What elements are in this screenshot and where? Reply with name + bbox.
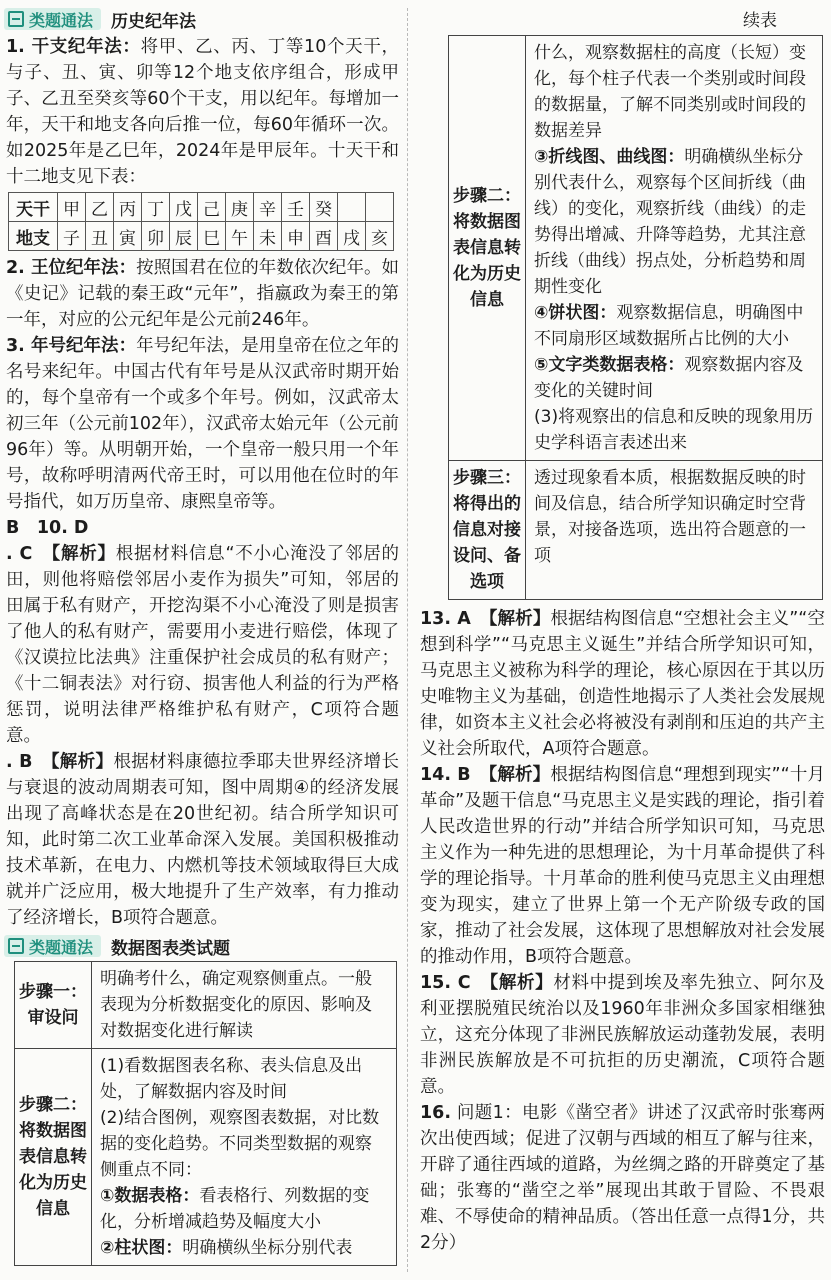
table-cell: 地支 [9, 222, 58, 251]
step-content [526, 36, 823, 461]
steps-table-continued [448, 35, 823, 600]
table-cell: 庚 [226, 193, 254, 222]
table-cell: 申 [282, 222, 310, 251]
table-cell: 天干 [9, 193, 58, 222]
answer-16: 16. 问题1：电影《凿空者》讲述了汉武帝时张骞两次出使西域；促进了汉朝与西域的相互了解与往来，开辟了通往西域的道路，为丝绸之路的开辟奠定了基础；张骞的“凿空之举”展现出其敢于冒险、不畏艰难、不辱使命的精神品质。（答出任意一点得1分，共2分） [420, 1103, 825, 1253]
table-cell: 亥 [366, 222, 394, 251]
table-row [15, 1049, 397, 1266]
notebook-icon [8, 938, 24, 954]
table-cell: 未 [254, 222, 282, 251]
step-name: 步骤二：将数据图表信息转化为历史信息 [449, 36, 526, 461]
step-name: 步骤一：审设问 [15, 962, 92, 1049]
table-cell: 癸 [310, 193, 338, 222]
step-name: 步骤三：将得出的信息对接设问、备选项 [449, 461, 526, 600]
table-cell: 己 [198, 193, 226, 222]
section-tag: 类题通法 [4, 8, 101, 30]
step-line: ④饼状图：观察数据信息，明确图中不同扇形区域数据所占比例的大小 [534, 303, 804, 349]
column-divider [407, 8, 408, 1272]
table-row [9, 193, 394, 222]
step-line: 什么，观察数据柱的高度（长短）变化，每个柱子代表一个类别或时间段的数据量，了解不同类别或时间段的数据差异 [534, 43, 806, 141]
step-content [92, 1049, 397, 1266]
step-line: ②柱状图：明确横纵坐标分别代表 [100, 1238, 353, 1258]
table-cell: 寅 [114, 222, 142, 251]
table-cell: 丑 [86, 222, 114, 251]
paragraph-regnal: 2. 王位纪年法：按照国君在位的年数依次纪年。如《史记》记载的秦王政“元年”，指嬴政为秦王的第一年，对应的公元纪年是公元前246年。 [6, 258, 399, 330]
step-name: 步骤二：将数据图表信息转化为历史信息 [15, 1049, 92, 1266]
stems-branches-table [8, 192, 394, 251]
answer-11: . C 【解析】根据材料信息“不小心淹没了邻居的田，则他将赔偿邻居小麦作为损失”可知，邻居的田属于私有财产，开挖沟渠不小心淹没了则是损害了他人的私有财产，需要用小麦进行赔偿，体现了《汉谟拉比法典》注重保护社会成员的私有财产；《十二铜表法》对行窃、损害他人利益的行为严格惩罚，说明法律严格维护私有财产，C项符合题意。 [6, 544, 399, 746]
steps-table-wrap [0, 961, 405, 1266]
paragraph-era-name: 3. 年号纪年法：年号纪年法，是用皇帝在位之年的名号来纪年。中国古代有年号是从汉武帝时期开始的，每个皇帝有一个或多个年号。例如，汉武帝太初三年（公元前102年），汉武帝太始元年（公元前96年）等。从明朝开始，一个皇帝一般只用一个年号，故称呼明清两代帝王时，可以用他在位时的年号指代，如万历皇帝、康熙皇帝等。 [6, 336, 399, 512]
table-cell: 甲 [58, 193, 86, 222]
step-line: ③折线图、曲线图：明确横纵坐标分别代表什么，观察每个区间折线（曲线）的变化，观察折线（曲线）的走势得出增减、升降等趋势，尤其注意折线（曲线）拐点处，分析趋势和周期性变化 [534, 147, 806, 297]
section-header-data-charts [0, 931, 405, 961]
step-line: (3)将观察出的信息和反映的现象用历史学科语言表述出来 [534, 407, 814, 453]
table-cell: 巳 [198, 222, 226, 251]
step-content: 明确考什么，确定观察侧重点。一般表现为分析数据变化的原因、影响及对数据变化进行解读 [92, 962, 397, 1049]
table-cell: 辰 [170, 222, 198, 251]
table-cell: 丙 [114, 193, 142, 222]
answer-15: 15. C 【解析】材料中提到埃及率先独立、阿尔及利亚摆脱殖民统治以及1960年非洲众多国家相继独立，这充分体现了非洲民族解放运动蓬勃发展，表明非洲民族解放是不可抗拒的历史潮流，C项符合题意。 [420, 973, 826, 1097]
section-header-chronology [0, 4, 405, 34]
table-cell: 丁 [142, 193, 170, 222]
table-cell: 壬 [282, 193, 310, 222]
table-row [449, 461, 823, 600]
table-cell: 辛 [254, 193, 282, 222]
notebook-icon [8, 11, 24, 27]
continued-label: 续表 [743, 11, 777, 31]
table-cell: 戊 [170, 193, 198, 222]
table-cell: 酉 [310, 222, 338, 251]
answer-12: . B 【解析】根据材料康德拉季耶夫世界经济增长与衰退的波动周期表可知，图中周期④的经济发展出现了高峰状态是在20世纪初。结合所学知识可知，此时第二次工业革命深入发展。美国积极推动技术革新，在电力、内燃机等技术领域取得巨大成就并广泛应用，极大地提升了生产效率，有力推动了经济增长，B项符合题意。 [6, 752, 399, 928]
table-cell: 午 [226, 222, 254, 251]
table-row [9, 222, 394, 251]
table-cell: 卯 [142, 222, 170, 251]
step-line: (1)看数据图表名称、表头信息及出处，了解数据内容及时间 [100, 1056, 363, 1102]
table-cell: 子 [58, 222, 86, 251]
table-cell: 乙 [86, 193, 114, 222]
section-title: 数据图表类试题 [111, 938, 231, 959]
section-tag: 类题通法 [4, 935, 101, 957]
paragraph-ganzhi: 1. 干支纪年法：将甲、乙、丙、丁等10个天干，与子、丑、寅、卯等12个地支依序组合，形成甲子、乙丑至癸亥等60个干支，用以纪年。每增加一年，天干和地支各向后推一位，每60年循环一次。如2025年是乙巳年，2024年是甲辰年。十天干和十二地支见下表： [6, 37, 399, 187]
steps-table [14, 961, 397, 1266]
answer-13: 13. A 【解析】根据结构图信息“空想社会主义”“空想到科学”“马克思主义诞生”并结合所学知识可知，马克思主义被称为科学的理论，核心原因在于其以历史唯物主义为基础，创造性地揭示了人类社会发展规律，如资本主义社会必将被没有剥削和压迫的共产主义社会所取代，A项符合题意。 [420, 609, 825, 759]
steps-table-continued-wrap [414, 35, 831, 606]
step-line: ⑤文字类数据表格：观察数据内容及变化的关键时间 [534, 355, 804, 401]
step-line: (2)结合图例，观察图表数据，对比数据的变化趋势。不同类型数据的观察侧重点不同： [100, 1108, 380, 1180]
right-column [414, 0, 831, 1256]
answer-14: 14. B 【解析】根据结构图信息“理想到现实”“十月革命”及题干信息“马克思主义是实践的理论，指引着人民改造世界的行动”并结合所学知识可知，马克思主义作为一种先进的思想理论，为十月革命提供了科学的理论指导。十月革命的胜利使马克思主义由理想变为现实，建立了世界上第一个无产阶级专政的国家，推动了社会发展，这体现了思想解放对社会发展的推动作用，B项符合题意。 [420, 765, 825, 967]
answer-9-10: B 10. D [6, 518, 89, 538]
left-column [0, 0, 405, 1266]
step-content: 透过现象看本质，根据数据反映的时间及信息，结合所学知识确定时空背景，对接备选项，选出符合题意的一项 [526, 461, 823, 600]
table-row [449, 36, 823, 461]
table-row [15, 962, 397, 1049]
table-cell [338, 193, 366, 222]
step-line: ①数据表格：看表格行、列数据的变化，分析增减趋势及幅度大小 [100, 1186, 370, 1232]
section-title: 历史纪年法 [111, 11, 197, 32]
table-cell [366, 193, 394, 222]
table-cell: 戌 [338, 222, 366, 251]
